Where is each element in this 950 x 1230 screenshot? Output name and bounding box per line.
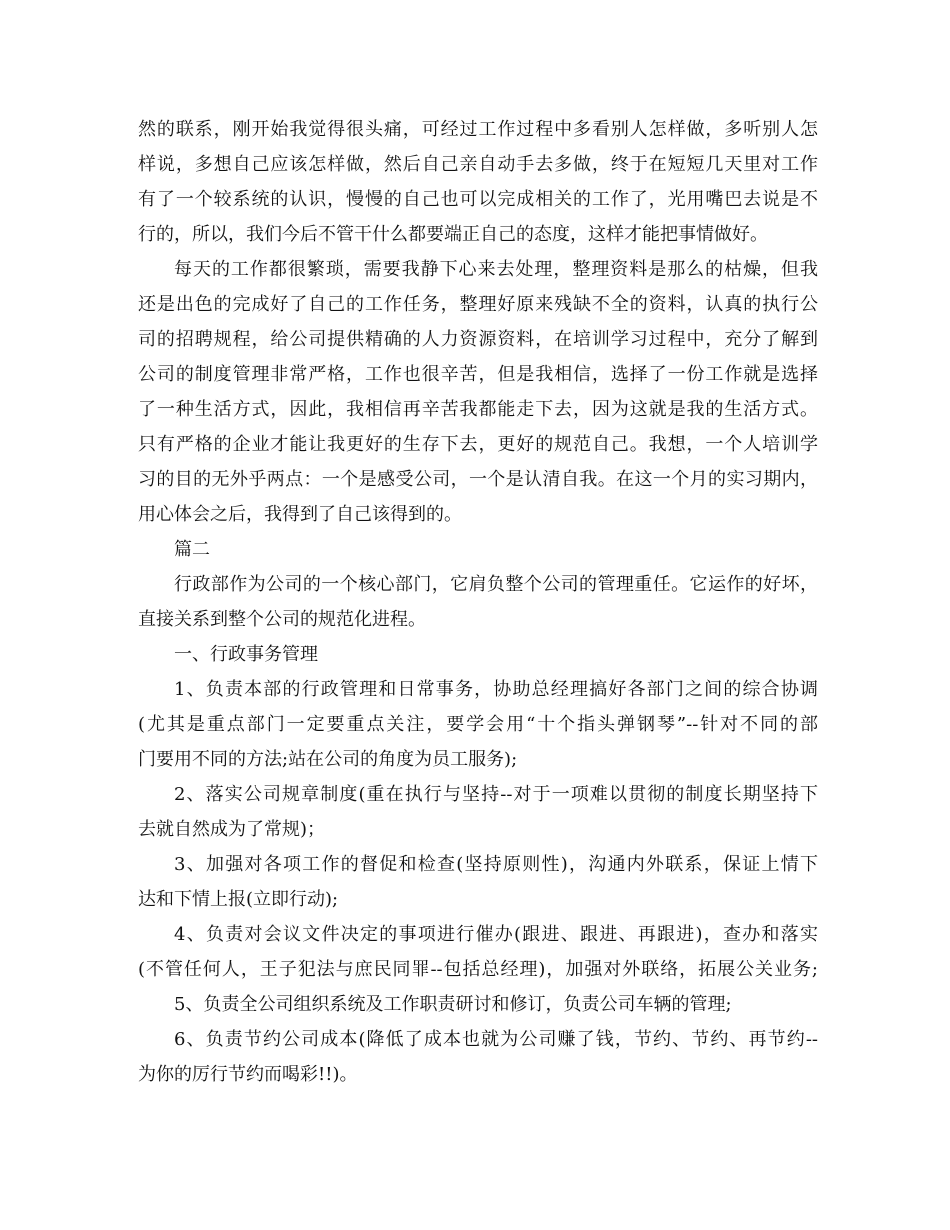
list-item-line: (尤其是重点部门一定要重点关注，要学会用“十个指头弹钢琴”--针对不同的部 [138,714,818,735]
list-item-line: 6、负责节约公司成本(降低了成本也就为公司赚了钱，节约、节约、再节约-- [174,1029,818,1050]
text-line: 公司的制度管理非常严格，工作也很辛苦，但是我相信，选择了一份工作就是选择 [138,364,818,385]
text-line: 然的联系，刚开始我觉得很头痛，可经过工作过程中多看别人怎样做，多听别人怎 [138,119,818,140]
list-item-line: 3、加强对各项工作的督促和检查(坚持原则性)，沟通内外联系，保证上情下 [174,854,818,875]
text-line: 了一种生活方式，因此，我相信再辛苦我都能走下去，因为这就是我的生活方式。 [138,399,818,420]
section-heading: 篇二 [174,539,210,560]
subsection-heading: 一、行政事务管理 [174,644,318,665]
text-line: 样说，多想自己应该怎样做，然后自己亲自动手去多做，终于在短短几天里对工作 [138,154,818,175]
text-line: 行政部作为公司的一个核心部门，它肩负整个公司的管理重任。它运作的好坏， [174,574,818,595]
text-line: 司的招聘规程，给公司提供精确的人力资源资料，在培训学习过程中，充分了解到 [138,329,818,350]
list-item-line: 5、负责全公司组织系统及工作职责研讨和修订，负责公司车辆的管理; [174,994,732,1015]
list-item-line: 2、落实公司规章制度(重在执行与坚持--对于一项难以贯彻的制度长期坚持下 [174,784,818,805]
text-line: 用心体会之后，我得到了自己该得到的。 [138,504,462,525]
list-item-line: 4、负责对会议文件决定的事项进行催办(跟进、跟进、再跟进)，查办和落实 [174,924,818,945]
list-item-line: 为你的厉行节约而喝彩!!)。 [138,1064,358,1085]
text-line: 每天的工作都很繁琐，需要我静下心来去处理，整理资料是那么的枯燥，但我 [174,259,818,280]
list-item-line: 达和下情上报(立即行动); [138,889,339,910]
list-item-line: 去就自然成为了常规)； [138,819,326,840]
text-line: 还是出色的完成好了自己的工作任务，整理好原来残缺不全的资料，认真的执行公 [138,294,818,315]
text-line: 有了一个较系统的认识，慢慢的自己也可以完成相关的工作了，光用嘴巴去说是不 [138,189,818,210]
text-line: 只有严格的企业才能让我更好的生存下去，更好的规范自己。我想，一个人培训学 [138,434,818,455]
list-item-line: (不管任何人，王子犯法与庶民同罪--包括总经理)，加强对外联络，拓展公关业务; [138,959,818,980]
list-item-line: 门要用不同的方法;站在公司的角度为员工服务); [138,749,518,770]
document-body [138,112,818,1092]
text-line: 直接关系到整个公司的规范化进程。 [138,609,426,630]
list-item-line: 1、负责本部的行政管理和日常事务，协助总经理搞好各部门之间的综合协调 [174,679,818,700]
text-line: 行的，所以，我们今后不管干什么都要端正自己的态度，这样才能把事情做好。 [138,224,768,245]
text-line: 习的目的无外乎两点：一个是感受公司，一个是认清自我。在这一个月的实习期内， [138,469,818,490]
